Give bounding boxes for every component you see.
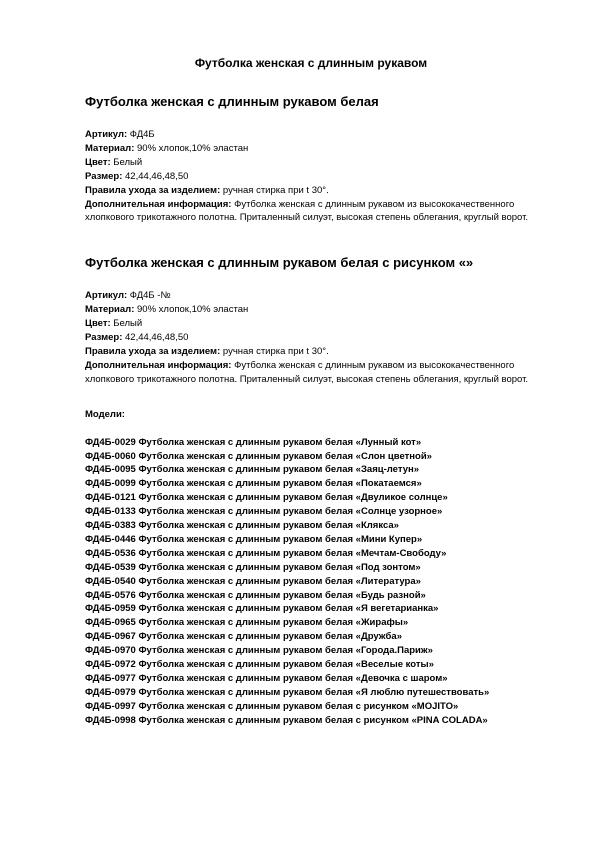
model-list-item: ФД4Б-0029 Футболка женская с длинным рукавом белая «Лунный кот» [85,436,422,448]
model-list-item: ФД4Б-0536 Футболка женская с длинным рукавом белая «Мечтам-Свободу» [85,547,447,559]
section-title: Футболка женская с длинным рукавом белая с рисунком «» [85,255,474,271]
model-list-item: ФД4Б-0576 Футболка женская с длинным рукавом белая «Будь разной» [85,589,426,601]
product-section [85,94,537,225]
care-field [85,184,537,198]
material-value: 90% хлопок,10% эластан [134,304,249,316]
info-label: Дополнительная информация: [85,359,232,371]
color-field [85,156,537,170]
model-list-item: ФД4Б-0970 Футболка женская с длинным рукавом белая «Города.Париж» [85,645,433,657]
product-section [85,255,537,386]
model-list-item: ФД4Б-0095 Футболка женская с длинным рукавом белая «Заяц-летун» [85,464,420,476]
care-value: ручная стирка при t 30°. [220,345,329,357]
article-label: Артикул: [85,290,128,302]
color-value: Белый [110,318,143,330]
model-list-item: ФД4Б-0060 Футболка женская с длинным рукавом белая «Слон цветной» [85,450,432,462]
care-label: Правила ухода за изделием: [85,345,221,357]
size-value: 42,44,46,48,50 [122,332,189,344]
models-heading: Модели: [85,408,125,420]
material-value: 90% хлопок,10% эластан [134,142,249,154]
model-list-item: ФД4Б-0979 Футболка женская с длинным рукавом белая «Я люблю путешествовать» [85,686,490,698]
material-label: Материал: [85,142,135,154]
info-value: Футболка женская с длинным рукавом из высококачественного хлопкового трикотажного полотна. Приталенный силуэт, высокая степень облегания, круглый ворот. [85,198,529,224]
article-field [85,128,537,142]
model-list-item: ФД4Б-0539 Футболка женская с длинным рукавом белая «Под зонтом» [85,561,421,573]
size-value: 42,44,46,48,50 [122,170,189,182]
size-label: Размер: [85,170,123,182]
document-title: Футболка женская с длинным рукавом [194,56,428,70]
model-list-item: ФД4Б-0099 Футболка женская с длинным рукавом белая «Покатаемся» [85,478,422,490]
care-value: ручная стирка при t 30°. [220,184,329,196]
models-list [85,436,537,728]
model-list-item: ФД4Б-0133 Футболка женская с длинным рукавом белая «Солнце узорное» [85,506,443,518]
model-list-item: ФД4Б-0998 Футболка женская с длинным рукавом белая с рисунком «PINA COLADA» [85,714,488,726]
color-field [85,317,537,331]
color-label: Цвет: [85,156,111,168]
model-list-item: ФД4Б-0997 Футболка женская с длинным рукавом белая с рисунком «MOJITO» [85,700,459,712]
model-list-item: ФД4Б-0959 Футболка женская с длинным рукавом белая «Я вегетарианка» [85,603,439,615]
size-field [85,170,537,184]
model-list-item: ФД4Б-0540 Футболка женская с длинным рукавом белая «Литература» [85,575,421,587]
size-field [85,331,537,345]
size-label: Размер: [85,332,123,344]
model-list-item: ФД4Б-0383 Футболка женская с длинным рукавом белая «Клякса» [85,520,399,532]
color-label: Цвет: [85,318,111,330]
model-list-item: ФД4Б-0965 Футболка женская с длинным рукавом белая «Жирафы» [85,617,409,629]
model-list-item: ФД4Б-0121 Футболка женская с длинным рукавом белая «Двуликое солнце» [85,492,448,504]
material-field [85,142,537,156]
info-field [85,359,537,387]
section-title: Футболка женская с длинным рукавом белая [85,94,379,109]
model-list-item: ФД4Б-0446 Футболка женская с длинным рукавом белая «Мини Купер» [85,533,423,545]
care-field [85,345,537,359]
material-label: Материал: [85,304,135,316]
article-label: Артикул: [85,129,128,140]
material-field [85,303,537,317]
care-label: Правила ухода за изделием: [85,184,221,196]
article-value: ФД4Б [127,129,155,140]
article-field [85,289,537,303]
model-list-item: ФД4Б-0967 Футболка женская с длинным рукавом белая «Дружба» [85,631,402,643]
info-value: Футболка женская с длинным рукавом из высококачественного хлопкового трикотажного полотна. Приталенный силуэт, высокая степень облегания, круглый ворот. [85,359,529,385]
info-field [85,198,537,226]
color-value: Белый [110,156,143,168]
model-list-item: ФД4Б-0972 Футболка женская с длинным рукавом белая «Веселые коты» [85,659,434,671]
info-label: Дополнительная информация: [85,198,232,210]
model-list-item: ФД4Б-0977 Футболка женская с длинным рукавом белая «Девочка с шаром» [85,673,448,684]
article-value: ФД4Б -№ [127,290,171,302]
